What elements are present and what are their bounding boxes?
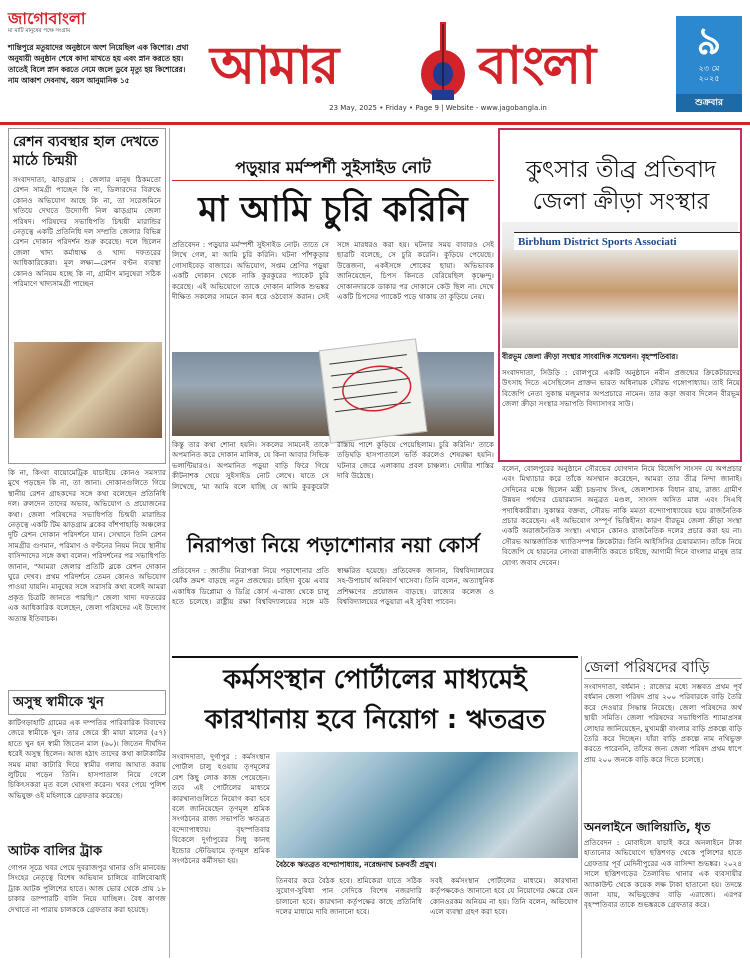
- murder-body: কাটিগড়াহাটি গ্রামের এক দম্পতির পারিবারিক বিবাদের জেরে স্বামীকে খুন। তার জেরে স্ত্রী মায়া মালের (৫৭) হাতে খুন হন স্বামী জিতেন মাল (৬০)। জিতেন দীর্ঘদিন ধরেই অসুস্থ ছিলেন। আজ হঠাৎ তাদের কথা কাটাকাটির সময় মায়া কাটারি দিয়ে স্বামীর গলায় আঘাত করায় লুটিয়ে পড়েন তিনি। হাসপাতাল নিয়ে গেলে চিকিৎসকরা মৃত বলে ঘোষণা করেন। খবর পেয়ে পুলিশ অভিযুক্ত ওই মহিলাকে গ্রেফতার করেছে।: [8, 718, 166, 800]
- ration-body-continued: কি না, কিংবা বায়োমেট্রিক যাচাইয়ে কোনও সমস্যার মুখে পড়ছেন কি না, তা জানা। দোকানগুলিতে গিয়ে স্থানীয় রেশন গ্রাহকদের সঙ্গে কথা বলেছেন প্রতিনিধি দল। রুলদেন তাদের অভাব, অভিযোগ ও প্রয়োজনের কথা। জেলা পরিষদের সভাধিপতি চিন্ময়ী মারান্ডির নেতৃত্বে একটি টিম ঝাড়গ্রাম ব্লকের বাঁশপাহাড়ি অঞ্চলের দুটি রেশন দোকান পরিদর্শনে যান। সেখানে তিনি রেশন সামগ্রীর গুণমান, পরিমাণ ও বণ্টনের নিয়ম নিয়ে স্থানীয় বাসিন্দাদের সঙ্গে কথা বলেন। পরিদর্শনের পর সভাধিপতি জানান, "আমরা জেলার প্রতিটি ব্লকে রেশন দোকান ঘুরে দেখব। প্রথম পরিদর্শনে তেমন কোনও অভিযোগ পাওয়া যায়নি। মানুষের সঙ্গে সরাসরি কথা বলেই আমরা প্রকৃত চিত্রটি জানতে পারছি।" জেলা খাদ্য দফতরের এক আধিকারিক বলেছেন, জেলা পরিষদের এই উদ্যোগ অত্যন্ত ইতিবাচক।: [8, 468, 166, 623]
- page-number: ৯: [696, 19, 722, 63]
- employment-body: সংবাদদাতা, দুর্গাপুর : কর্মসংস্থান পোর্টাল চালু হওয়ায় তৃণমূলের বেশ কিছু লোক কাজ পেয়েছেন। তবে এই পোর্টালের মাধ্যমে কারখানাগুলিতে নিয়োগ করা হবে বলে জানিয়েছেন তৃণমূল শ্রমিক সংগঠনের রাজ্য সভাপতি ঋতব্রত বন্দ্যোপাধ্যায়। বৃহস্পতিবার বিকেলে দুর্গাপুরের সিধু কানহু ইন্ডোর স্টেডিয়ামে তৃণমূল শ্রমিক সংগঠনের কর্মীসভা হয়।: [172, 752, 270, 866]
- jago-bangla-logo[interactable]: [8, 10, 128, 40]
- ration-photo: [14, 342, 162, 438]
- murder-article: [8, 690, 166, 840]
- weekday: শুক্রবার: [676, 94, 742, 112]
- masthead: [0, 0, 750, 120]
- main-body: প্রতিবেদন : পড়ুয়ার মর্মস্পর্শী সুইসাইড নোট। তাতে সে লিখে গেল, মা আমি চুরি করিনি। ঘটনা পাঁশকুড়ার গোসাইবেড় বাজারে। অভিযোগ, সপ্তম শ্রেণির পড়ুয়া একটি দোকান থেকে নাকি কুরকুরের প্যাকেট চুরি করেছে। এই অভিযোগে তাকে দোকান মালিক শুভঙ্কর দীক্ষিত সকলের সামনে কান ধরে ওঠবোস করান। সেই সঙ্গে মারধরও করা হয়। ঘটনার সময় বাবারও সেই ছাত্রটি বলেছে, সে চুরি করেনি। কুড়িয়ে পেয়েছে। উত্তেজনা, একইসঙ্গে শোকের ছায়া। অভিভাবক জানিয়েছেন, চিপস কিনতে বেরিয়েছিল কৃষ্ণেন্দু। দোকানদারকে ডাকার পর দোকানে কেউ ছিল না। দেখে একটি চিপসের প্যাকেট পড়ে থাকায় তা কুড়িয়ে নেয়।: [172, 240, 494, 302]
- main-kicker: পড়ুয়ার মর্মস্পর্শী সুইসাইড নোট: [235, 158, 431, 177]
- ration-headline[interactable]: রেশন ব্যবস্থার হাল দেখতে মাঠে চিন্ময়ী: [13, 134, 159, 169]
- kicker-rule: [172, 180, 494, 181]
- zilla-parishad-body: সংবাদদাতা, বর্ধমান : রাজ্যের মধ্যে সম্ভবত প্রথম পূর্ব বর্ধমান জেলা পরিষদ প্রায় ২০০ পরিবারকে বাড়ি তৈরি করে দেওয়ার সিদ্ধান্ত নিয়েছে। জেলা পরিষদের অর্থ স্থায়ী সমিতি। জেলা পরিষদের সভাধিপতি শ্যামাপ্রসন্ন লোহার জানিয়েছেন, মুখ্যমন্ত্রী বাংলার বাড়ি প্রকল্পে বাড়ি তৈরি করে দিচ্ছেন। যাঁরা বাড়ি প্রকল্পে নাম নথিভুক্ত করতে পারেননি, তাঁদের জন্য জেলা পরিষদ প্রথম ধাপে প্রায় ২০০ জনকে বাড়ি করে দিতে চলেছে।: [584, 682, 742, 764]
- jago-bangla-tagline: মা মাটি মানুষের পক্ষে সংগ্রাম: [8, 28, 71, 34]
- ektara-icon: [404, 22, 482, 104]
- sand-truck-body: গোপন সূত্রে খবর পেয়ে দুবরাজপুর থানার ওসি মানবেন্দ্র সিংহের নেতৃত্বে বিশেষ অভিযান চালিয়ে বালিবোঝাই ট্রাক আটক পুলিশের হাতে। আজ ভোর থেকে প্রায় ১৮ চাকার ডাম্পারটি বালি নিয়ে যাচ্ছিল। বৈধ কাগজ দেখাতে না পারায় চালককে গ্রেফতার করা হয়েছে।: [8, 863, 166, 914]
- sports-banner-text: Birbhum District Sports Associati: [514, 232, 740, 250]
- main-headline[interactable]: মা আমি চুরি করিনি: [198, 190, 468, 230]
- employment-body-continued-1: তিনবার করে বৈঠক হবে। শ্রমিকেরা যাতে সঠিক সুযোগ-সুবিধা পান সেদিকে বিশেষ নজরদারি চালানো হবে। কারখানা কর্তৃপক্ষের কাছে প্রতিনিধি দলের মাধ্যমে দাবি জানানো হবে।: [276, 876, 422, 917]
- suicide-note-photo: [319, 338, 428, 443]
- murder-headline[interactable]: অসুস্থ স্বামীকে খুন: [8, 690, 166, 715]
- column-divider: [169, 128, 170, 958]
- logo-word-bangla: বাংলা: [478, 35, 595, 96]
- employment-caption: বৈঠকে ঋতব্রত বন্দ্যোপাধ্যায়, নরেন্দ্রনাথ চক্রবর্তী প্রমুখ।: [276, 860, 437, 869]
- jago-bangla-name: জাগোবাংলা: [8, 9, 86, 28]
- date-day-month: ২৩ মে: [698, 64, 720, 73]
- logo-word-amar: আমার: [210, 35, 338, 96]
- sand-truck-headline[interactable]: আটক বালির ট্রাক: [8, 844, 103, 859]
- employment-body-continued-2: সবই কর্মসংস্থান পোর্টালের মাধ্যমে। কারখানা কর্তৃপক্ষকেও জানানো হবে যে নিয়োগের ক্ষেত্রে যেন কোনওরকম অনিয়ম না হয়। তিনি বলেন, অভিযোগ এলে ব্যবস্থা গ্রহণ করা হবে।: [430, 876, 578, 917]
- course-body: প্রতিবেদন : জাতীয় নিরাপত্তা নিয়ে পড়াশোনার প্রতি ঝোঁক ক্রমশ বাড়ছে নতুন প্রজন্মের। চাহিদা বুঝে এবার একাধিক ডিপ্লোমা ও ডিগ্রি কোর্স এ-রাজ্য থেকে চালু হতে চলেছে। রাষ্ট্রীয় রক্ষা বিশ্ববিদ্যালয়ের সঙ্গে মউ স্বাক্ষরিত হয়েছে। প্রতিবেদক জানান, বিশ্ববিদ্যালয়ের সহ-উপাচার্য অনিবার্ণ খাসেবা। তিনি বলেন, অত্যাধুনিক প্রশিক্ষণের প্রয়োজন বাড়ছে। রাজ্যের কলেজ ও বিশ্ববিদ্যালয়ের পড়ুয়ারা এই সুবিধা পাবেন।: [172, 566, 494, 607]
- employment-top-rule: [172, 656, 578, 658]
- ration-body: সংবাদদাতা, ঝাড়গ্রাম : জেলার মানুষ ঠিকমতো রেশন সামগ্রী পাচ্ছেন কি না, ডিলারদের বিরুদ্ধে কোনও অভিযোগ আছে কি না, তা সরেজমিনে খতিয়ে দেখতে উদ্যোগী নিল ঝাড়গ্রাম জেলা পরিষদ। পরিষদের সভাধিপতি চিন্ময়ী মারান্ডির নেতৃত্বে একটি প্রতিনিধি দল সম্প্রতি জেলার বিভিন্ন রেশন দোকান পরিদর্শন শুরু করেছে। দলে ছিলেন জেলা খাদ্য কর্মাধ্যক্ষ ও খাদ্য দফতরের আধিকারিকেরা। মূল লক্ষ্য—রেশন বণ্টন ব্যবস্থা কোনও অনিয়ম হচ্ছে কি না, গ্রামীণ মানুষেরা সঠিক পরিমাণে খাদ্যসামগ্রী পাচ্ছেন: [13, 175, 161, 289]
- main-body-continued: কিন্তু তার কথা শোনা হয়নি। সকলের সামনেই তাকে অপমানিত করে দোকান মালিক, যে কিনা আবার সিভিক ভলান্টিয়ারও। অপমানিত পড়ুয়া বাড়ি ফিরে গিয়ে কীটনাশক খেয়ে সুইসাইড নোট লেখে। যাতে সে লিখেছে, 'মা আমি বলে যাচ্ছি যে আমি কুরকুরেটা রাস্তায় পাশে কুড়িয়ে পেয়েছিলাম। চুরি করিনি।' তাকে তড়িঘড়ি হাসপাতালে ভর্তি করলেও শেষরক্ষা হয়নি। ঘটনার জেরে এলাকায় প্রবল চাঞ্চল্য। দোষীর শাস্তির দাবি উঠেছে।: [172, 440, 494, 491]
- sports-body-continued: বলেন, বোলপুরের অনুষ্ঠানে সৌরভের যোগদান নিয়ে বিজেপি সাংসদ যে অপপ্রচার এবং মিথ্যাচার করে তাঁকে অসম্মান করেছেন, আমরা তার তীব্র নিন্দা জানাই। সেদিনের মঞ্চে ছিলেন মন্ত্রী চন্দ্রনাথ সিংহ, জেলাশাসক বিধান রায়, রাজ্য গ্রামীণ উন্নয়ন পর্ষদের চেয়ারম্যান অনুব্রত মণ্ডল, সাংসদ অসিত মাল এবং সিএবি পদাধিকারীরা। সুকান্তর বক্তব্য, সৌরভ নাকি মমতা বন্দ্যোপাধ্যায়ের হয়ে রাজনৈতিক প্রচার করেছেন। এই অভিযোগ সম্পূর্ণ ভিত্তিহীন। কারণ বীরভূম জেলা ক্রীড়া সংস্থা একটি অরাজনৈতিক সংস্থা। এখানে কোনও রাজনৈতিক দলের প্রচার করা হয় না। সৌরভ আন্তর্জাতিক খ্যাতিসম্পন্ন ক্রিকেটার। তিনি আইসিসির চেয়ারম্যান। তাঁকে নিয়ে বিজেপি যে হারনের নোংরা রাজনীতি করতে চাইছে, আগামী দিনে বাংলার মানুষ তার যোগ্য জবাব দেবেন।: [502, 464, 742, 567]
- online-fraud-headline[interactable]: অনলাইনে জালিয়াতি, ধৃত: [584, 820, 711, 834]
- online-fraud-body: প্রতিবেদন : মোবাইলে যাচাই করে অনলাইনে টাকা হাতানোর অভিযোগে ছত্তিশগড় থেকে পুলিশের হাতে গ্রেফতার পূর্ব মেদিনীপুরের এক বাসিন্দা শুভঙ্কর। ২০২৪ সালে ছত্তিশগড়ের তৈলাবিভ থানার এক ব্যবসায়ীর অ্যাকাউন্ট থেকে কয়েক লক্ষ টাকা হাতানো হয়। তদন্তে জানা যায়, অভিযুক্তের বাড়ি এরাজ্যে। এরপর বৃহস্পতিবার তাকে শুভঙ্করকে গ্রেফতার করে।: [584, 838, 742, 910]
- date-box: [676, 16, 742, 112]
- sand-truck-article: [8, 842, 166, 957]
- note-lines-icon: [320, 339, 426, 442]
- sports-body: সংবাদদাতা, সিউড়ি : বোলপুরে একটি অনুষ্ঠানে নবীন প্রজন্মের ক্রিকেটারদের উৎসাহ দিতে এসেছিলেন প্রাক্তন ভারত অধিনায়ক সৌরভ গঙ্গোপাধ্যায়। তাই নিয়ে বিজেপি নেতা সুকান্ত মজুমদার অপপ্রচারে নামেন। তার কড়া জবাব দিলেন বীরভূম জেলা ক্রীড়া সংস্থার সভাপতি বিদ্যাসাগর সাউ।: [502, 368, 740, 409]
- amar-bangla-logo[interactable]: [208, 28, 653, 102]
- right-column-divider: [581, 656, 582, 958]
- employment-photo: [276, 752, 578, 858]
- employment-headline[interactable]: কর্মসংস্থান পোর্টালের মাধ্যমেই কারখানায় হবে নিয়োগ : ঋতব্রত: [204, 665, 546, 735]
- zilla-parishad-headline[interactable]: জেলা পরিষদের বাড়ি: [584, 656, 742, 679]
- course-headline[interactable]: নিরাপত্তা নিয়ে পড়াশোনার নয়া কোর্স: [186, 533, 480, 557]
- sports-headline[interactable]: কুৎসার তীব্র প্রতিবাদ জেলা ক্রীড়া সংস্থার: [525, 157, 717, 215]
- date-year: ২০২৫: [698, 74, 720, 83]
- dateline: 23 May, 2025 • Friday • Page 9 | Website - www.jagobangla.in: [329, 104, 547, 112]
- masthead-rule: [0, 122, 750, 125]
- brief-news: শান্তিপুরে মতুয়াদের অনুষ্ঠানে অংশ নিয়েছিল এক কিশোর। প্রথা অনুযায়ী অনুষ্ঠান শেষে কাদা মাখতে হয় এবং স্নান করতে হয়। তাতেই বিলে স্নান করতে নেমে জলে ডুবে মৃত্যু হয় কিশোরের। নাম আকাশ দেবনাথ, বয়স আনুমানিক ১৫: [8, 43, 189, 85]
- sports-caption: বীরভূম জেলা ক্রীড়া সংস্থার সাংবাদিক সম্মেলন। বৃহস্পতিবার।: [502, 352, 678, 361]
